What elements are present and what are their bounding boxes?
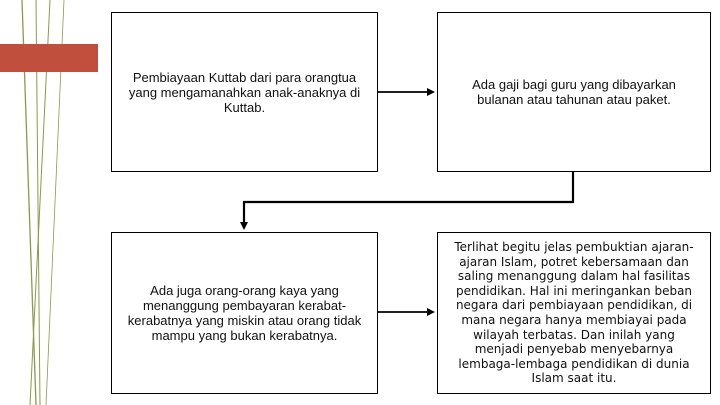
box-wealthy-support-text: Ada juga orang-orang kaya yang menanggung pembayaran kerabat-kerabatnya yang miskin atau orang tidak mampu yang bukan kerabatnya.	[127, 283, 362, 343]
box-teacher-salary	[437, 12, 711, 172]
box-wealthy-support	[111, 232, 378, 394]
box-conclusion	[437, 232, 711, 394]
box-kuttab-funding-text: Pembiayaan Kuttab dari para orangtua yang mengamanahkan anak-anaknya di Kuttab.	[128, 69, 361, 115]
box-conclusion-text: Terlihat begitu jelas pembuktian ajaran-ajaran Islam, potret kebersamaan dan saling menanggung dalam hal fasilitas pendidikan. Hal ini meringankan beban negara dari pembiayaan pendidikan, di mana negara hanya membiayai pada wilayah terbatas. Dan inilah yang menjadi penyebab menyebarnya lembaga-lembaga pendidikan di dunia Islam saat itu.	[454, 240, 694, 386]
accent-bar	[0, 44, 98, 72]
box-teacher-salary-text: Ada gaji bagi guru yang dibayarkan bulanan atau tahunan atau paket.	[472, 77, 676, 107]
arrow-box2-to-box3	[244, 172, 573, 228]
box-kuttab-funding	[111, 12, 378, 172]
